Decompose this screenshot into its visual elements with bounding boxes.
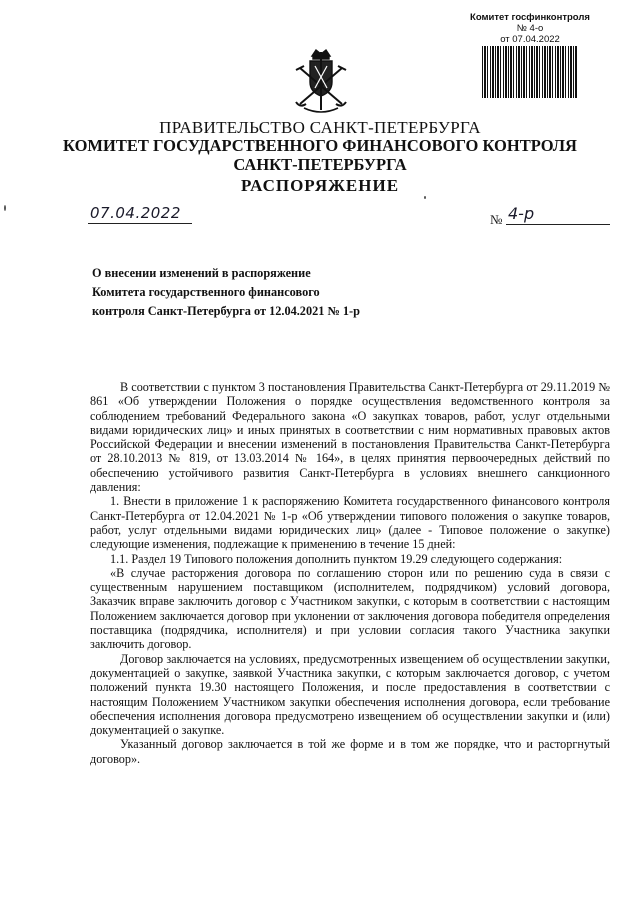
- handwritten-date: 07.04.2022: [90, 204, 181, 222]
- scan-speck: [424, 196, 426, 199]
- date-underline: [88, 222, 192, 224]
- barcode-icon: [482, 46, 577, 98]
- paragraph-item-1: 1. Внести в приложение 1 к распоряжению Комитета государственного финансового контроля Санкт-Петербурга от 12.04.2021 № 1-р «Об утверждении типового положения о закупке товаров, работ, услуг отдельными видами юридических лиц» (далее - Типовое положение о закупке) следующие изменения, подлежащие к применению в течение 15 дней:: [90, 494, 610, 552]
- number-label: №: [490, 212, 503, 227]
- registration-stamp: [455, 12, 605, 45]
- committee-title: [0, 136, 640, 174]
- number-underline: [506, 224, 610, 225]
- paragraph-quote-3: Указанный договор заключается в той же форме и в том же порядке, что и расторгнутый договор».: [90, 737, 610, 766]
- subject-line-2: Комитета государственного финансового: [92, 285, 320, 299]
- subject-line-1: О внесении изменений в распоряжение: [92, 266, 311, 280]
- committee-line-2: САНКТ-ПЕТЕРБУРГА: [233, 155, 407, 174]
- stamp-number: № 4-о: [516, 23, 544, 34]
- committee-line-1: КОМИТЕТ ГОСУДАРСТВЕННОГО ФИНАНСОВОГО КОНТРОЛЯ: [63, 136, 577, 155]
- stamp-date: от 07.04.2022: [500, 34, 560, 45]
- document-subject: [92, 264, 412, 321]
- subject-line-3: контроля Санкт-Петербурга от 12.04.2021 № 1-р: [92, 304, 360, 318]
- paragraph-item-1-1: 1.1. Раздел 19 Типового положения дополнить пунктом 19.29 следующего содержания:: [110, 551, 563, 566]
- document-type: РАСПОРЯЖЕНИЕ: [240, 176, 400, 195]
- paragraph-quote-2: Договор заключается на условиях, предусмотренных извещением об осуществлении закупки, документацией о закупке, заявкой Участника закупки, с которым заключается договор, с учетом положений пункта 19.30 настоящего Положения, и после предоставления в соответствии с настоящим Положением Участником закупки обеспечения исполнения договора, если требование обеспечения исполнения договора предусмотрено извещением об осуществлении закупки и (или) документацией о закупке.: [90, 651, 610, 738]
- paragraph-preamble: В соответствии с пунктом 3 постановления Правительства Санкт-Петербурга от 29.11.2019 № 861 «Об утверждении Положения о порядке осуществления ведомственного контроля за соблюдением требований Федерального закона «О закупках товаров, работ, услуг отдельными видами юридических лиц» и иных принятых в соответствии с ним нормативных правовых актов Российской Федерации и внесении изменений в постановления Правительства Санкт-Петербурга от 28.10.2013 № 819, от 13.03.2014 № 164», в целях принятия первоочередных действий по обеспечению устойчивого развития Санкт-Петербурга в условиях внешнего санкционного давления:: [90, 380, 610, 495]
- paragraph-quote-1: «В случае расторжения договора по соглашению сторон или по решению суда в связи с существенным нарушением поставщиком (исполнителем, подрядчиком) условий договора, Заказчик вправе заключить договор с Участником закупки, с которым в соответствии с настоящим Положением заключается договор при уклонении от заключения договора победителя определения поставщика (подрядчика, исполнителя) и при условии согласия такого Участника закупки заключить договор.: [90, 565, 610, 652]
- stamp-org: Комитет госфинконтроля: [470, 12, 590, 23]
- scan-speck: [4, 205, 6, 211]
- coat-of-arms-icon: [290, 46, 352, 116]
- document-body: [90, 380, 610, 766]
- government-title: ПРАВИТЕЛЬСТВО САНКТ-ПЕТЕРБУРГА: [159, 118, 481, 137]
- handwritten-number: 4-р: [508, 204, 535, 223]
